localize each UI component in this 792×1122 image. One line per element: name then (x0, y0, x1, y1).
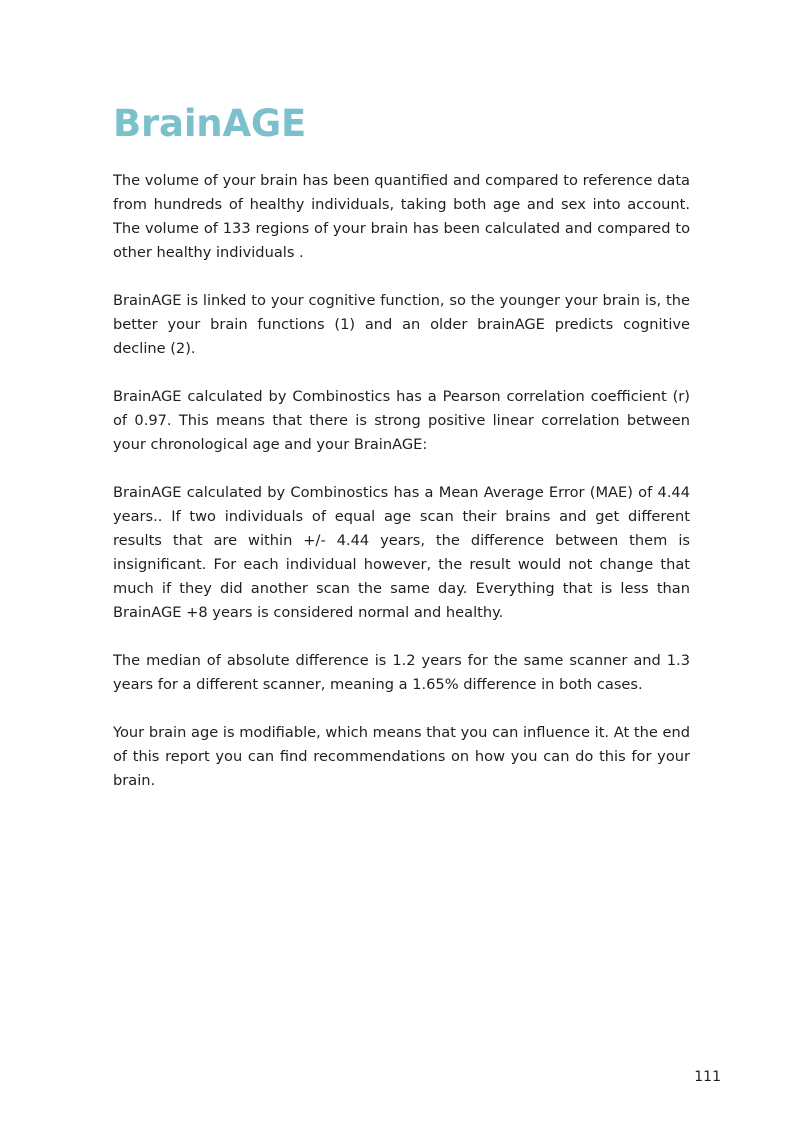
paragraph-mean-average-error: BrainAGE calculated by Combinostics has a Mean Average Error (MAE) of 4.44 years.. If two individuals of equal age scan their brains and get different results that are within +/- 4.44 years, the difference between them is insignificant. For each individual however, the result would not change that much if they did another scan the same day. Everything that is less than BrainAGE +8 years is considered normal and healthy. (113, 484, 690, 621)
page-number: 111 (694, 1069, 721, 1085)
paragraph-cognitive-function: BrainAGE is linked to your cognitive function, so the younger your brain is, the better your brain functions (1) and an older brainAGE predicts cognitive decline (2). (113, 292, 690, 357)
paragraph-brain-volume: The volume of your brain has been quantified and compared to reference data from hundreds of healthy individuals, taking both age and sex into account. The volume of 133 regions of your brain has been calculated and compared to other healthy individuals . (113, 172, 690, 261)
paragraph-modifiable: Your brain age is modifiable, which means that you can influence it. At the end of this report you can find recommendations on how you can do this for your brain. (113, 724, 690, 789)
body-text (113, 169, 690, 817)
page-title: BrainAGE (113, 102, 307, 145)
paragraph-median-difference: The median of absolute difference is 1.2 years for the same scanner and 1.3 years for a different scanner, meaning a 1.65% difference in both cases. (113, 652, 690, 693)
paragraph-pearson-correlation: BrainAGE calculated by Combinostics has a Pearson correlation coefficient (r) of 0.97. This means that there is strong positive linear correlation between your chronological age and your BrainAGE: (113, 388, 690, 453)
